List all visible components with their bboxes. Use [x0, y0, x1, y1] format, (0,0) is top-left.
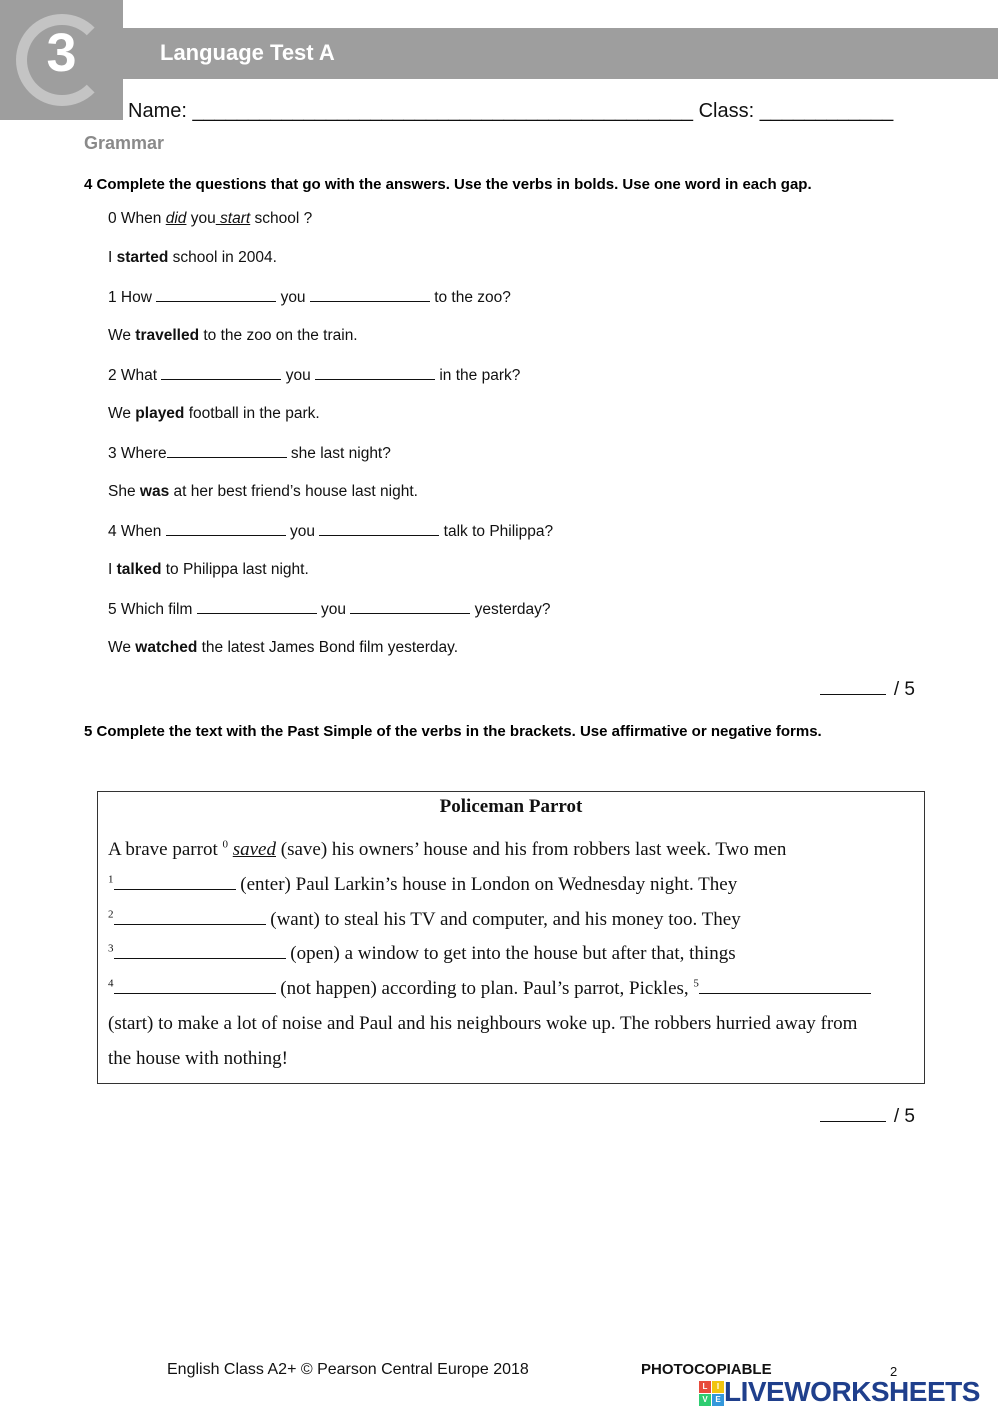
unit-badge [0, 0, 123, 120]
example-aux: did [165, 210, 187, 227]
name-label: Name: [128, 100, 187, 122]
gap-2b[interactable] [315, 366, 435, 380]
gap-5b[interactable] [350, 600, 470, 614]
unit-number: 3 [46, 23, 77, 83]
class-label: Class: [698, 100, 755, 122]
question-3: 3 Where she last night? [108, 445, 391, 462]
gap-text-5[interactable] [699, 978, 871, 994]
gap-text-1[interactable] [114, 874, 236, 890]
answer-2: We played football in the park. [108, 405, 320, 422]
text-line-1: $^1$ (enter) Paul Larkin’s house in London on Wednesday night. They [108, 873, 738, 895]
footer-photocopiable: PHOTOCOPIABLE [641, 1361, 772, 1378]
exercise5-instruction: 5 Complete the text with the Past Simple of the verbs in the brackets. Use affirmative or negative forms. [84, 723, 822, 740]
gap-4a[interactable] [166, 522, 286, 536]
question-2: 2 What you in the park? [108, 367, 521, 384]
text-line-4: $^4$ (not happen) according to plan. Paul’s parrot, Pickles, $^5$ [108, 978, 871, 1000]
example-question: 0 When did you start school ? [108, 210, 313, 227]
answer-5: We watched the latest James Bond film yesterday. [108, 639, 459, 656]
gap-3a[interactable] [167, 444, 287, 458]
gap-text-4[interactable] [114, 978, 276, 994]
gap-2a[interactable] [161, 366, 281, 380]
gap-1a[interactable] [156, 288, 276, 302]
exercise4-score: / 5 [820, 679, 915, 701]
page-title: Language Test A [160, 40, 335, 65]
exercise5-score: / 5 [820, 1106, 915, 1128]
section-label: Grammar [84, 133, 165, 153]
score-field-2[interactable] [820, 1106, 886, 1122]
text-title: Policeman Parrot [439, 796, 583, 817]
exercise4-instruction: 4 Complete the questions that go with the answers. Use the verbs in bolds. Use one word in each gap. [84, 176, 812, 193]
footer-copyright: English Class A2+ © Pearson Central Europe 2018 [167, 1361, 529, 1378]
class-field[interactable]: ____________ [759, 100, 894, 122]
page-number: 2 [890, 1364, 898, 1379]
gap-4b[interactable] [319, 522, 439, 536]
answer-1: We travelled to the zoo on the train. [108, 327, 358, 344]
text-box [97, 791, 925, 1084]
text-line-6: the house with nothing! [108, 1048, 288, 1069]
score-field[interactable] [820, 679, 886, 695]
name-field[interactable]: _____________________________________________ [192, 100, 694, 122]
liveworksheets-brand[interactable]: LIVEWORKSHEETS [724, 1376, 980, 1407]
example-verb: start [220, 210, 251, 227]
gap-1b[interactable] [310, 288, 430, 302]
question-4: 4 When you talk to Philippa? [108, 523, 554, 540]
name-class-line [128, 100, 893, 123]
answer-3: She was at her best friend’s house last night. [108, 483, 418, 500]
example-answer: I started school in 2004. [108, 249, 277, 266]
question-5: 5 Which film you yesterday? [108, 601, 551, 618]
text-line-0: A brave parrot $^0$ saved (save) his owners’ house and his from robbers last week. Two men [108, 838, 787, 860]
text-line-5: (start) to make a lot of noise and Paul and his neighbours woke up. The robbers hurried away from [108, 1013, 858, 1034]
liveworksheets-logo-icon: L I V E [699, 1381, 723, 1405]
answer-4: I talked to Philippa last night. [108, 561, 309, 578]
text-line-3: $^3$ (open) a window to get into the house but after that, things [108, 942, 736, 964]
example-answer-saved: saved [232, 839, 276, 860]
gap-text-3[interactable] [114, 943, 286, 959]
gap-5a[interactable] [197, 600, 317, 614]
gap-text-2[interactable] [114, 909, 266, 925]
question-1: 1 How you to the zoo? [108, 289, 511, 306]
text-line-2: $^2$ (want) to steal his TV and computer, and his money too. They [108, 908, 741, 930]
